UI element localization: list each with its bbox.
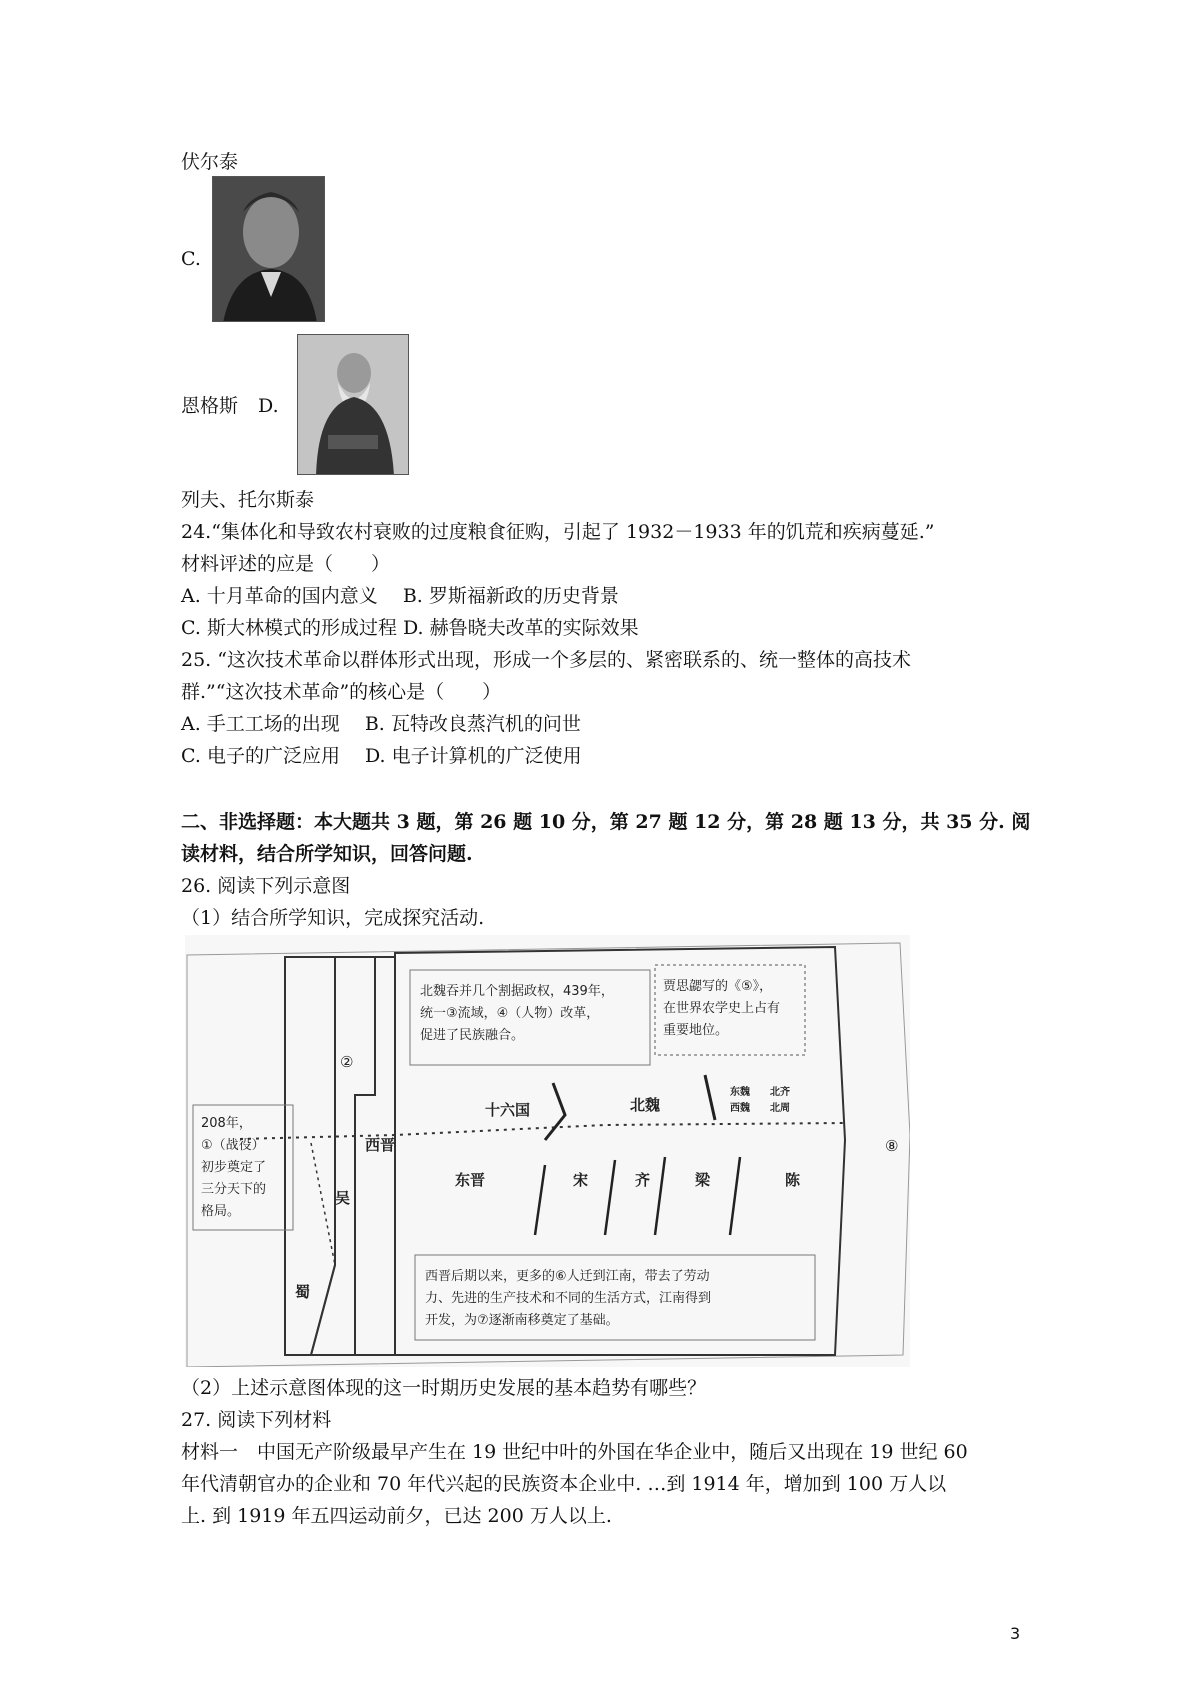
- diagram-box-bottom-line2: 力、先进的生产技术和不同的生活方式，江南得到: [425, 1291, 712, 1306]
- option-d-caption-below: 列夫、托尔斯泰: [181, 489, 315, 511]
- option-d-label: D.: [258, 395, 279, 417]
- q25-options-line1: A. 手工工场的出现 B. 瓦特改良蒸汽机的问世: [181, 713, 581, 735]
- diagram-label-xijin: 西晋: [365, 1136, 396, 1154]
- diagram-label-2: ②: [340, 1053, 354, 1071]
- portrait-c-image: [212, 176, 325, 322]
- q26-part1: （1）结合所学知识，完成探究活动.: [181, 907, 485, 929]
- option-c-caption: 伏尔泰: [181, 151, 239, 173]
- diagram-label-xiwei: 西魏: [730, 1103, 750, 1114]
- section2-heading-line2: 读材料，结合所学知识，回答问题.: [181, 843, 473, 865]
- diagram-label-beizhou: 北周: [770, 1103, 790, 1114]
- diagram-box-left-line2: ①（战役）: [201, 1138, 265, 1153]
- diagram-box-left-line1: 208年，: [201, 1116, 252, 1131]
- option-c-label: C.: [181, 248, 201, 270]
- diagram-label-shiliuguo: 十六国: [485, 1101, 531, 1119]
- diagram-box-top-line3: 促进了民族融合。: [420, 1028, 525, 1043]
- diagram-label-8: ⑧: [885, 1137, 899, 1155]
- diagram-label-song: 宋: [573, 1171, 589, 1189]
- diagram-label-qi: 齐: [635, 1171, 651, 1189]
- diagram-label-shu: 蜀: [295, 1283, 311, 1301]
- q24-stem-line2: 材料评述的应是（ ）: [181, 553, 391, 575]
- diagram-box-right-line1: 贾思勰写的《⑤》，: [663, 979, 773, 994]
- q27-material-line2: 年代清朝官办的企业和 70 年代兴起的民族资本企业中. …到 1914 年，增加到 100 万人以: [181, 1473, 947, 1495]
- diagram-box-top-line1: 北魏吞并几个割据政权，439年，: [420, 984, 614, 999]
- diagram-box-left-line4: 三分天下的: [201, 1182, 267, 1197]
- q27-material-line1: 材料一 中国无产阶级最早产生在 19 世纪中叶的外国在华企业中，随后又出现在 19 世纪 60: [181, 1441, 968, 1463]
- q26-title: 26. 阅读下列示意图: [181, 875, 351, 897]
- option-d-caption: 恩格斯: [181, 395, 239, 417]
- diagram-label-beiwei: 北魏: [630, 1096, 661, 1114]
- q26-part2: （2）上述示意图体现的这一时期历史发展的基本趋势有哪些？: [181, 1377, 707, 1399]
- diagram-label-liang: 梁: [695, 1171, 711, 1189]
- q25-options-line2: C. 电子的广泛应用 D. 电子计算机的广泛使用: [181, 745, 582, 767]
- page-number: 3: [1010, 1624, 1021, 1643]
- history-schematic-diagram: [185, 935, 910, 1367]
- diagram-label-wu: 吴: [335, 1189, 351, 1207]
- diagram-label-beiqi: 北齐: [770, 1087, 790, 1098]
- diagram-box-left-line3: 初步奠定了: [201, 1160, 267, 1175]
- diagram-box-left-line5: 格局。: [201, 1204, 241, 1219]
- q24-options-line1: A. 十月革命的国内意义 B. 罗斯福新政的历史背景: [181, 585, 619, 607]
- diagram-box-right-line2: 在世界农学史上占有: [663, 1001, 781, 1016]
- portrait-d-image: [297, 334, 409, 475]
- diagram-label-dongwei: 东魏: [730, 1087, 750, 1098]
- diagram-label-chen: 陈: [785, 1171, 801, 1189]
- section2-heading-line1: 二、非选择题：本大题共 3 题，第 26 题 10 分，第 27 题 12 分，第 28 题 13 分，共 35 分. 阅: [181, 811, 1031, 833]
- q24-stem-line1: 24.“集体化和导致农村衰败的过度粮食征购，引起了 1932－1933 年的饥荒和疾病蔓延.”: [181, 521, 935, 543]
- diagram-box-right-line3: 重要地位。: [663, 1023, 729, 1038]
- diagram-label-dongjin: 东晋: [455, 1171, 486, 1189]
- q25-stem-line1: 25. “这次技术革命以群体形式出现，形成一个多层的、紧密联系的、统一整体的高技术: [181, 649, 911, 671]
- diagram-box-bottom-line1: 西晋后期以来，更多的⑥人迁到江南，带去了劳动: [425, 1269, 710, 1284]
- q27-material-line3: 上. 到 1919 年五四运动前夕，已达 200 万人以上.: [181, 1505, 612, 1527]
- diagram-box-top-line2: 统一③流域，④（人物）改革，: [420, 1006, 600, 1021]
- option-d-prefix: [181, 394, 279, 418]
- q25-stem-line2: 群.”“这次技术革命”的核心是（ ）: [181, 681, 502, 703]
- q24-options-line2: C. 斯大林模式的形成过程 D. 赫鲁晓夫改革的实际效果: [181, 617, 639, 639]
- diagram-box-bottom-line3: 开发，为⑦逐渐南移奠定了基础。: [425, 1313, 619, 1328]
- q27-title: 27. 阅读下列材料: [181, 1409, 332, 1431]
